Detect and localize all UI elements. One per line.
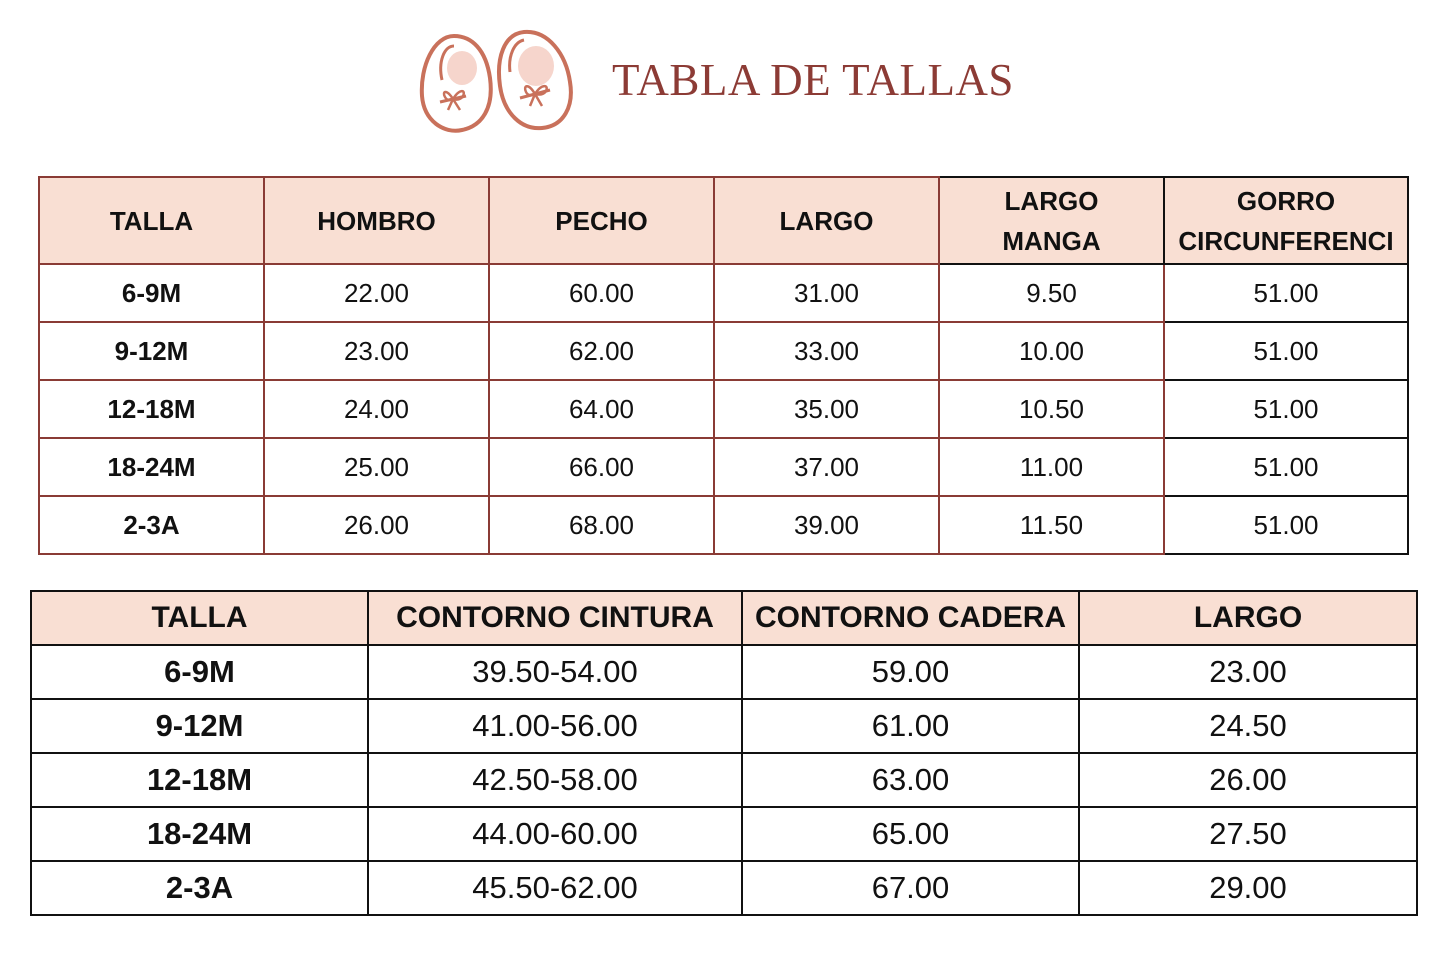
measurement-cell: 10.50 bbox=[939, 380, 1164, 438]
measurement-cell: 37.00 bbox=[714, 438, 939, 496]
size-cell: 18-24M bbox=[39, 438, 264, 496]
header-line: LARGO bbox=[1004, 185, 1099, 216]
measurement-cell: 66.00 bbox=[489, 438, 714, 496]
header-gorro bbox=[1164, 177, 1408, 264]
measurement-cell: 26.00 bbox=[264, 496, 489, 554]
header-line: GORRO bbox=[1236, 185, 1336, 216]
header-hombro: HOMBRO bbox=[264, 177, 489, 264]
measurement-cell: 51.00 bbox=[1164, 496, 1408, 554]
table-row bbox=[31, 645, 1417, 699]
measurement-cell: 42.50-58.00 bbox=[368, 753, 742, 807]
measurement-cell: 27.50 bbox=[1079, 807, 1417, 861]
measurement-cell: 10.00 bbox=[939, 322, 1164, 380]
header-talla: TALLA bbox=[39, 177, 264, 264]
measurement-cell: 59.00 bbox=[742, 645, 1079, 699]
header-contorno-cintura: CONTORNO CINTURA bbox=[368, 591, 742, 645]
size-cell: 6-9M bbox=[31, 645, 368, 699]
header-talla: TALLA bbox=[31, 591, 368, 645]
measurement-cell: 51.00 bbox=[1164, 380, 1408, 438]
table-row bbox=[31, 861, 1417, 915]
measurement-cell: 62.00 bbox=[489, 322, 714, 380]
baby-shoes-icon bbox=[414, 26, 580, 136]
measurement-cell: 51.00 bbox=[1164, 264, 1408, 322]
left-shoe-icon bbox=[422, 36, 491, 131]
header-contorno-cadera: CONTORNO CADERA bbox=[742, 591, 1079, 645]
measurement-cell: 24.00 bbox=[264, 380, 489, 438]
measurement-cell: 68.00 bbox=[489, 496, 714, 554]
measurement-cell: 31.00 bbox=[714, 264, 939, 322]
measurement-cell: 29.00 bbox=[1079, 861, 1417, 915]
size-cell: 6-9M bbox=[39, 264, 264, 322]
table-row bbox=[31, 753, 1417, 807]
table-row bbox=[39, 264, 1408, 322]
table-row bbox=[39, 322, 1408, 380]
measurement-cell: 9.50 bbox=[939, 264, 1164, 322]
measurement-cell: 24.50 bbox=[1079, 699, 1417, 753]
table-row bbox=[31, 699, 1417, 753]
measurement-cell: 65.00 bbox=[742, 807, 1079, 861]
measurement-cell: 33.00 bbox=[714, 322, 939, 380]
table-header-row bbox=[31, 591, 1417, 645]
measurement-cell: 39.00 bbox=[714, 496, 939, 554]
measurement-cell: 23.00 bbox=[264, 322, 489, 380]
size-table-top bbox=[38, 176, 1409, 555]
table-row bbox=[39, 438, 1408, 496]
measurement-cell: 60.00 bbox=[489, 264, 714, 322]
size-table-bottom bbox=[30, 590, 1418, 916]
measurement-cell: 51.00 bbox=[1164, 322, 1408, 380]
header-pecho: PECHO bbox=[489, 177, 714, 264]
size-cell: 12-18M bbox=[31, 753, 368, 807]
table-header-row bbox=[39, 177, 1408, 264]
measurement-cell: 23.00 bbox=[1079, 645, 1417, 699]
measurement-cell: 39.50-54.00 bbox=[368, 645, 742, 699]
measurement-cell: 45.50-62.00 bbox=[368, 861, 742, 915]
page-title: TABLA DE TALLAS bbox=[612, 55, 1014, 105]
measurement-cell: 26.00 bbox=[1079, 753, 1417, 807]
measurement-cell: 11.00 bbox=[939, 438, 1164, 496]
measurement-cell: 22.00 bbox=[264, 264, 489, 322]
measurement-cell: 67.00 bbox=[742, 861, 1079, 915]
measurement-cell: 51.00 bbox=[1164, 438, 1408, 496]
size-cell: 18-24M bbox=[31, 807, 368, 861]
table-row bbox=[39, 380, 1408, 438]
measurement-cell: 64.00 bbox=[489, 380, 714, 438]
measurement-cell: 35.00 bbox=[714, 380, 939, 438]
table-row bbox=[39, 496, 1408, 554]
table-row bbox=[31, 807, 1417, 861]
size-cell: 12-18M bbox=[39, 380, 264, 438]
measurement-cell: 11.50 bbox=[939, 496, 1164, 554]
right-shoe-icon bbox=[499, 32, 571, 128]
size-cell: 2-3A bbox=[31, 861, 368, 915]
page-header bbox=[0, 0, 1445, 150]
header-line: CIRCUNFERENCI bbox=[1178, 225, 1394, 256]
measurement-cell: 63.00 bbox=[742, 753, 1079, 807]
size-cell: 9-12M bbox=[39, 322, 264, 380]
header-largo: LARGO bbox=[1079, 591, 1417, 645]
size-cell: 9-12M bbox=[31, 699, 368, 753]
header-largo-manga bbox=[939, 177, 1164, 264]
measurement-cell: 25.00 bbox=[264, 438, 489, 496]
size-cell: 2-3A bbox=[39, 496, 264, 554]
measurement-cell: 61.00 bbox=[742, 699, 1079, 753]
measurement-cell: 41.00-56.00 bbox=[368, 699, 742, 753]
header-line: MANGA bbox=[1002, 225, 1101, 256]
header-largo: LARGO bbox=[714, 177, 939, 264]
measurement-cell: 44.00-60.00 bbox=[368, 807, 742, 861]
